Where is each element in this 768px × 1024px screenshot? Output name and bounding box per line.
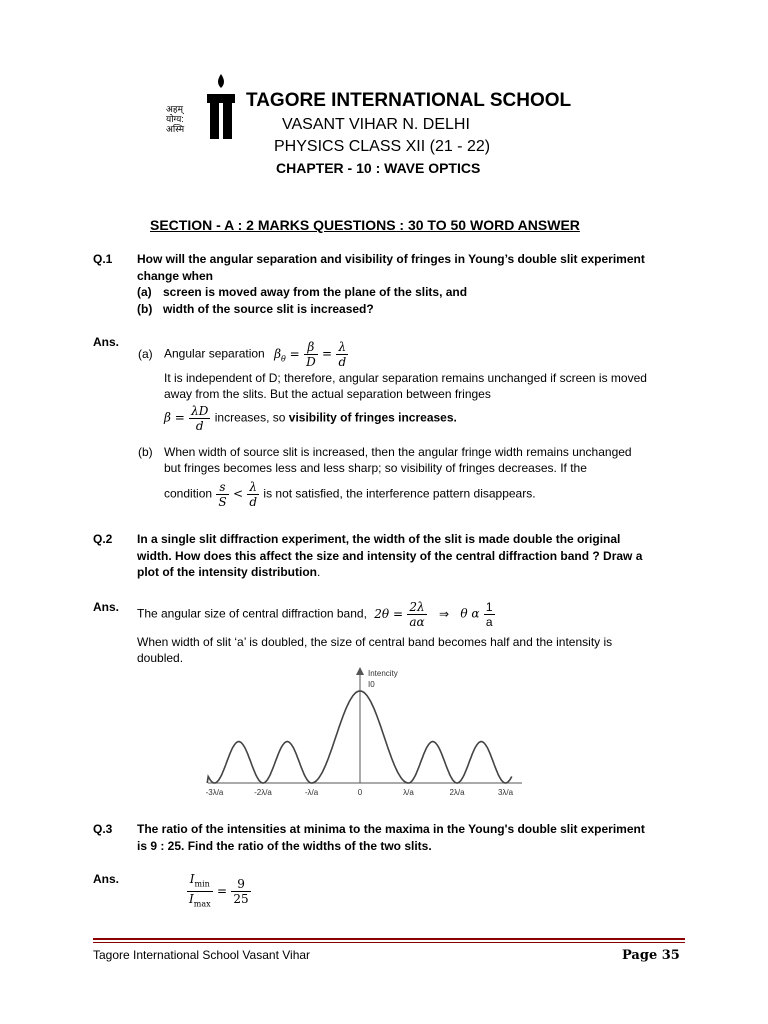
intensity-distribution-chart bbox=[200, 665, 530, 805]
school-name: TAGORE INTERNATIONAL SCHOOL bbox=[246, 90, 572, 111]
frac-s-over-S: $\frac{s}{S}$ bbox=[218, 480, 227, 509]
ans2-formula-line: The angular size of central diffraction band, 2θ = $\frac{2\lambda}{a\alpha}$ ⇒ θ α $\frac{1}{a}$ bbox=[137, 600, 493, 629]
x-tick-label: 0 bbox=[357, 788, 363, 797]
y-axis-label: Intencity bbox=[368, 669, 398, 678]
ans1-part-b: (b) When width of source slit is increased, then the angular fringe width remains unchanged but fringes becomes less and less sharp; so visibility of fringes decreases. If the condition $\frac{s}{S}$ < $\frac{\lambda}{d}$ is not satisfied, the interference pattern disappears. bbox=[138, 444, 648, 509]
q3-text: The ratio of the intensities at minima to the maxima in the Young's double slit experiment is 9 : 25. Find the ratio of the widths of the two slits. bbox=[137, 822, 645, 853]
footer-school: Tagore International School Vasant Vihar bbox=[93, 948, 311, 962]
frac-9-over-25: $\frac{9}{25}$ bbox=[233, 877, 249, 907]
frac-lambdaD-over-d: $\frac{\lambda D}{d}$ bbox=[191, 404, 209, 433]
y-axis-arrow bbox=[356, 667, 364, 675]
q1-part-b: (b) width of the source slit is increased? bbox=[137, 301, 374, 316]
frac-lambda-over-d-2: $\frac{\lambda}{d}$ bbox=[249, 480, 258, 509]
ans2-label: Ans. bbox=[93, 600, 120, 614]
frac-beta-over-D: $\frac{\beta}{D}$ bbox=[306, 340, 316, 369]
ans1-b-condition: condition $\frac{s}{S}$ < $\frac{\lambda}{d}$ is not satisfied, the interference pattern disappears. bbox=[164, 480, 536, 509]
chapter-title: CHAPTER - 10 : WAVE OPTICS bbox=[276, 160, 481, 176]
frac-1-over-a: $\frac{1}{a}$ bbox=[485, 600, 493, 629]
ans1-a-line2: β = $\frac{\lambda D}{d}$ increases, so visibility of fringes increases. bbox=[164, 404, 457, 433]
school-location: VASANT VIHAR N. DELHI bbox=[282, 116, 470, 133]
ans1-a-formula-line: (a) Angular separation $\beta_\theta$ = $\frac{\beta}{D}$ = $\frac{\lambda}{d}$ bbox=[138, 340, 347, 369]
ans2-body bbox=[137, 600, 647, 666]
frac-2lambda-over-a: $\frac{2\lambda}{a\alpha}$ bbox=[409, 600, 425, 629]
y-axis-sublabel: I0 bbox=[368, 680, 375, 689]
q1-question bbox=[137, 251, 657, 317]
ans1-a-text: It is independent of D; therefore, angular separation remains unchanged if screen is moved away from the slits. But the actual separation between fringes bbox=[164, 371, 647, 401]
x-tick-label: -2λ/a bbox=[254, 788, 272, 797]
x-tick-label: 2λ/a bbox=[449, 788, 465, 797]
ans3-formula: $\frac{I_{min}}{I_{max}}$ = $\frac{9}{25}$ bbox=[186, 872, 252, 912]
q1-part-a: (a) screen is moved away from the plane of the slits, and bbox=[137, 285, 468, 299]
footer-rule-thin bbox=[93, 942, 685, 943]
q2-label: Q.2 bbox=[93, 532, 113, 546]
q1-label: Q.1 bbox=[93, 252, 113, 266]
logo-text: अहम् योग्य: अस्मि bbox=[166, 104, 185, 134]
x-tick-label: -3λ/a bbox=[205, 788, 224, 797]
frac-Imin-over-Imax: $\frac{I_{min}}{I_{max}}$ bbox=[189, 872, 211, 909]
ans1-part-a bbox=[138, 340, 648, 433]
q1-text: How will the angular separation and visibility of fringes in Young’s double slit experiment change when bbox=[137, 252, 645, 283]
ans1-b-text: When width of source slit is increased, then the angular fringe width remains unchanged but fringes becomes less and less sharp; so visibility of fringes decreases. If the bbox=[164, 445, 632, 475]
page-number: Page 35 bbox=[622, 948, 680, 963]
ans1-label: Ans. bbox=[93, 335, 120, 349]
frac-lambda-over-d: $\frac{\lambda}{d}$ bbox=[338, 340, 347, 369]
q2-question: In a single slit diffraction experiment, the width of the slit is made double the original width. How does this affect the size and intensity of the central diffraction band ? Draw a plot of the intensity distribution. bbox=[137, 532, 643, 579]
class-title: PHYSICS CLASS XII (21 - 22) bbox=[274, 138, 491, 155]
ans2-text: When width of slit ‘a’ is doubled, the size of central band becomes half and the intensity is doubled. bbox=[137, 635, 613, 665]
ans3-label: Ans. bbox=[93, 872, 120, 886]
section-title: SECTION - A : 2 MARKS QUESTIONS : 30 TO 50 WORD ANSWER bbox=[150, 217, 580, 233]
x-tick-label: -λ/a bbox=[304, 788, 319, 797]
q3-label: Q.3 bbox=[93, 822, 113, 836]
x-tick-label: 3λ/a bbox=[497, 788, 514, 797]
footer-rule bbox=[93, 938, 685, 940]
x-tick-label: λ/a bbox=[403, 788, 414, 797]
